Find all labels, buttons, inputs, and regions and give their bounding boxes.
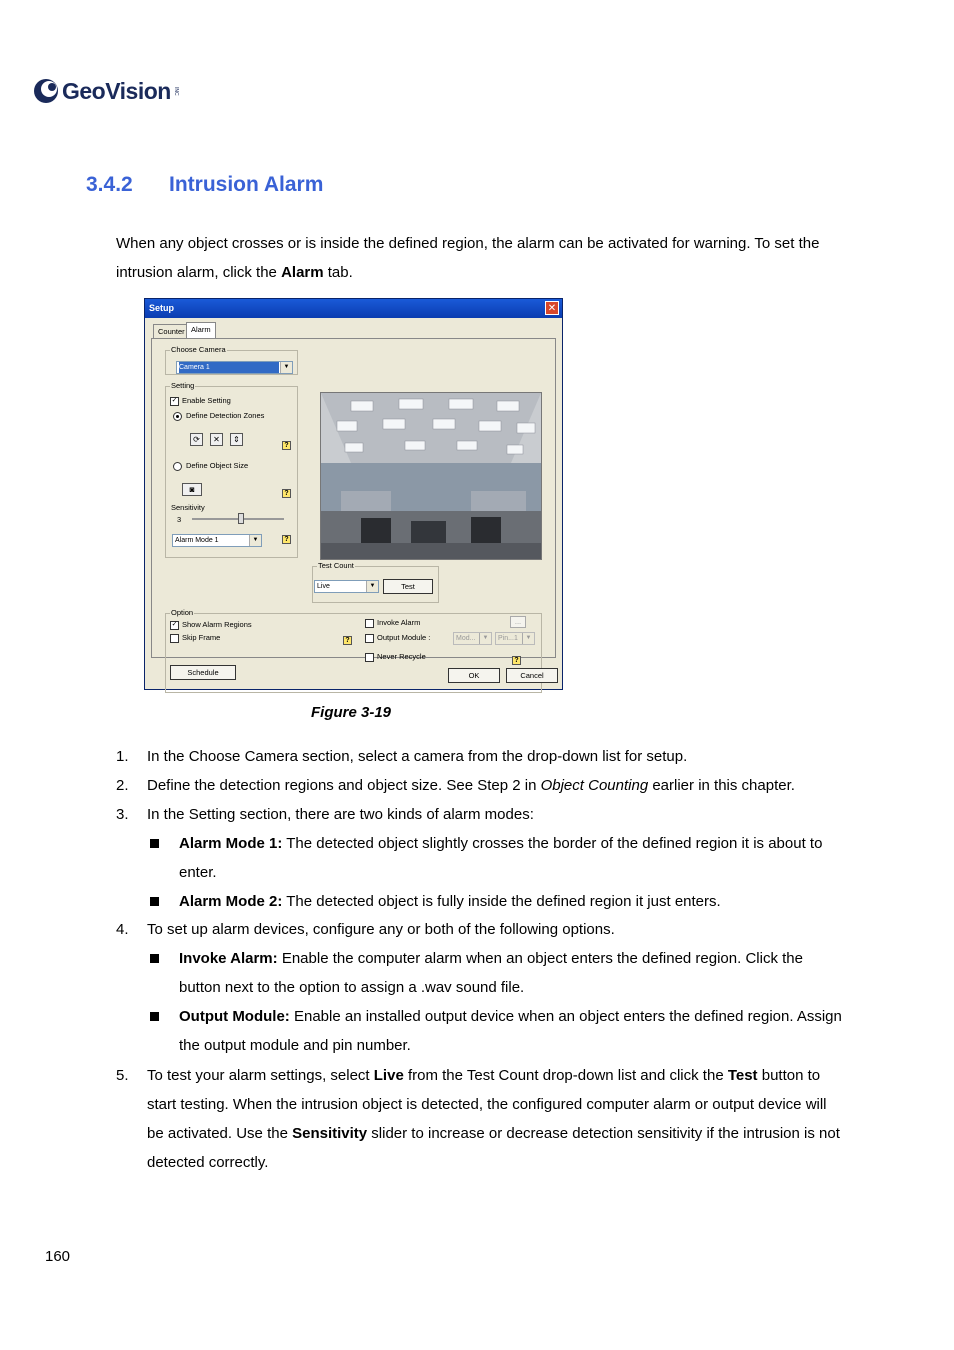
bullet-bold: Alarm Mode 1:: [179, 835, 283, 852]
bullet-bold: Alarm Mode 2:: [179, 893, 283, 910]
module-value: Mod...: [456, 635, 476, 642]
page-number: 160: [45, 1248, 71, 1265]
chevron-down-icon: ▼: [479, 633, 491, 644]
figure-caption: Figure 3-19: [311, 704, 392, 721]
test-count-select[interactable]: [314, 580, 379, 593]
alarm-mode-value: Alarm Mode 1: [175, 537, 219, 544]
bullet-text: Enable an installed output device when an object enters the defined region. Assign the output module and pin number.: [179, 1008, 842, 1054]
choose-camera-label: Choose Camera: [171, 345, 226, 354]
define-size-radio[interactable]: [173, 462, 182, 471]
define-zones-radio[interactable]: [173, 412, 182, 421]
show-regions-checkbox[interactable]: ✓: [171, 621, 178, 628]
delete-icon[interactable]: ✕: [210, 433, 223, 446]
geovision-logo-mark-icon: [32, 76, 62, 106]
close-icon[interactable]: ✕: [545, 301, 559, 315]
section-title: Intrusion Alarm: [169, 173, 324, 196]
step-number: 5.: [116, 1067, 129, 1084]
define-size-label: Define Object Size: [186, 461, 249, 470]
bullet-square-icon: [150, 954, 159, 963]
step-number: 2.: [116, 777, 129, 794]
test-count-label: Test Count: [318, 561, 354, 570]
chevron-down-icon: ▼: [522, 633, 534, 644]
alarm-mode-select[interactable]: [172, 534, 262, 547]
never-recycle-checkbox[interactable]: [365, 653, 374, 662]
bullet-text: The detected object is fully inside the defined region it just enters.: [282, 893, 721, 910]
bullet-bold: Invoke Alarm:: [179, 950, 278, 967]
sensitivity-label: Sensitivity: [171, 503, 205, 512]
invoke-alarm-label: Invoke Alarm: [377, 618, 421, 627]
logo-tm: INC: [172, 86, 179, 96]
section-number: 3.4.2: [86, 173, 133, 196]
help-icon[interactable]: ?: [512, 656, 521, 665]
sensitivity-value: 3: [177, 515, 182, 524]
help-icon[interactable]: ?: [282, 489, 291, 498]
step-number: 1.: [116, 748, 129, 765]
camera-select[interactable]: [176, 361, 293, 374]
enable-setting-checkbox[interactable]: ✓: [171, 397, 178, 404]
step-text: [147, 1061, 847, 1177]
help-icon[interactable]: ?: [282, 535, 291, 544]
ok-button[interactable]: OK: [448, 668, 500, 683]
help-icon[interactable]: ?: [343, 636, 352, 645]
geovision-logo: [32, 74, 179, 108]
step-text: In the Choose Camera section, select a camera from the drop-down list for setup.: [147, 748, 688, 765]
setup-dialog: [144, 298, 563, 690]
step-text-part: To test your alarm settings, select: [147, 1067, 374, 1084]
bullet-text: The detected object slightly crosses the border of the defined region it is about to enter.: [179, 835, 823, 881]
test-count-value: Live: [317, 583, 330, 590]
step-text-part: button to start testing. When the intrusion object is detected, the configured computer alarm or output device will be activated. Use the: [147, 1067, 827, 1142]
step-text: To set up alarm devices, configure any or both of the following options.: [147, 921, 615, 938]
browse-sound-button[interactable]: ...: [510, 616, 526, 628]
dialog-title: Setup: [149, 303, 175, 313]
never-recycle-label: Never Recycle: [377, 652, 426, 661]
step-text: In the Setting section, there are two kinds of alarm modes:: [147, 806, 534, 823]
bullet-text: Enable the computer alarm when an object enters the defined region. Click the button next to the option to assign a .wav sound file.: [179, 950, 803, 996]
test-button[interactable]: Test: [383, 579, 433, 594]
step-text-bold: Sensitivity: [292, 1125, 368, 1142]
step-text-bold: Test: [727, 1067, 758, 1084]
setting-label: Setting: [171, 381, 195, 390]
bullet-square-icon: [150, 839, 159, 848]
output-module-checkbox[interactable]: [365, 634, 374, 643]
skip-frame-checkbox[interactable]: [170, 634, 179, 643]
chevron-down-icon: ▼: [249, 535, 261, 546]
intro-text: When any object crosses or is inside the defined region, the alarm can be activated for warning. To set the intrusion alarm, click the: [116, 235, 820, 281]
bullet-square-icon: [150, 1012, 159, 1021]
camera-select-value: Camera 1: [179, 362, 279, 373]
chevron-down-icon: ▼: [280, 362, 292, 373]
step-number: 3.: [116, 806, 129, 823]
dialog-title-bar: [145, 299, 562, 318]
skip-frame-label: Skip Frame: [182, 633, 221, 642]
intro-text-end: tab.: [323, 264, 353, 281]
chevron-down-icon: ▼: [366, 581, 378, 592]
step-text-part: slider to increase or decrease detection sensitivity if the intrusion is not detected correctly.: [147, 1125, 840, 1171]
refresh-icon[interactable]: ⟳: [190, 433, 203, 446]
section-heading: [86, 173, 323, 197]
schedule-button[interactable]: Schedule: [170, 665, 236, 680]
step-text-part: earlier in this chapter.: [648, 777, 795, 794]
tab-counter[interactable]: Counter: [153, 324, 190, 338]
camera-preview-image: [320, 392, 542, 560]
help-icon[interactable]: ?: [282, 441, 291, 450]
logo-text: GeoVision: [62, 77, 171, 104]
sensitivity-slider-thumb[interactable]: [238, 513, 244, 524]
step-text-part: from the Test Count drop-down list and click the: [403, 1067, 728, 1084]
intro-paragraph: [116, 229, 856, 287]
cancel-button[interactable]: Cancel: [506, 668, 558, 683]
step-text-italic: Object Counting: [540, 777, 649, 794]
step-number: 4.: [116, 921, 129, 938]
show-regions-label: Show Alarm Regions: [182, 620, 252, 629]
output-module-label: Output Module :: [377, 633, 431, 642]
option-label: Option: [171, 608, 194, 617]
step-text-part: Define the detection regions and object size. See Step 2 in: [147, 777, 541, 794]
step-text-bold: Live: [373, 1067, 404, 1084]
bullet-bold: Output Module:: [179, 1008, 290, 1025]
up-down-icon[interactable]: ⇕: [230, 433, 243, 446]
camera-icon[interactable]: ◙: [182, 483, 202, 496]
tab-alarm[interactable]: Alarm: [186, 322, 216, 338]
pin-select[interactable]: [495, 632, 535, 645]
module-select[interactable]: [453, 632, 492, 645]
pin-value: Pin...1: [498, 635, 518, 642]
enable-setting-label: Enable Setting: [182, 396, 231, 405]
step-text: [147, 771, 847, 800]
define-zones-label: Define Detection Zones: [186, 411, 265, 420]
intro-bold: Alarm: [281, 264, 324, 281]
invoke-alarm-checkbox[interactable]: [365, 619, 374, 628]
bullet-square-icon: [150, 897, 159, 906]
